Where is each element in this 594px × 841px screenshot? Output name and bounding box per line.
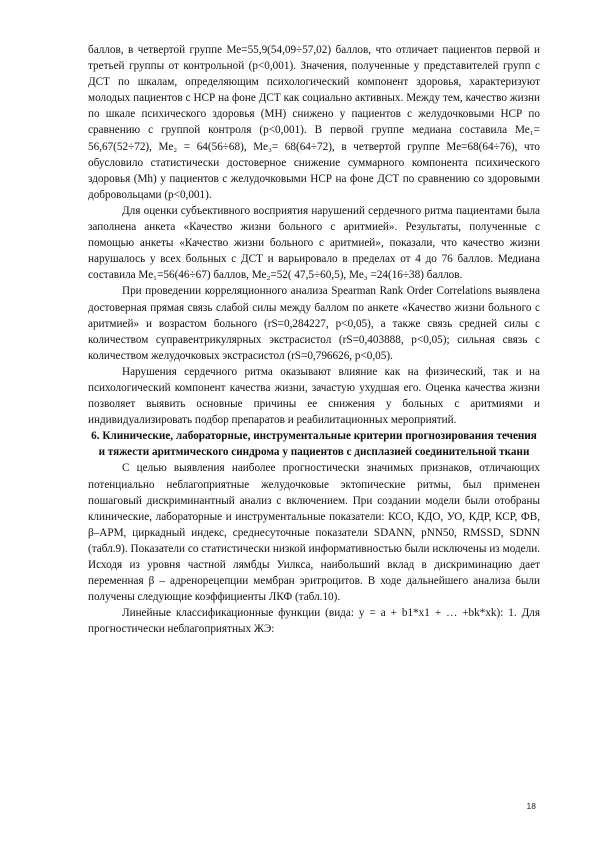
paragraph: Нарушения сердечного ритма оказывают влияние как на физический, так и на психологический компонент качества жизни, зачастую ухудшая его. Оценка качества жизни позволяет выявить основные причины ее снижения у больных с аритмиями и индивидуализировать подбор препаратов и реабилитационных мероприятий. — [88, 365, 540, 427]
page-body — [88, 42, 540, 637]
paragraph: Для оценки субъективного восприятия нарушений сердечного ритма пациентами была заполнена анкета «Качество жизни больного с аритмией». Результаты, полученные с помощью анкеты «Качество жизни больного с аритмией», показали, что качество жизни нарушалось у всех больных с ДСТ и варьировало в пределах от 4 до 76 баллов. Медиана составила Ме₁=56(46÷67) баллов, Ме₂=52( 47,5÷60,5), Ме₃ =24(16÷38) баллов. — [88, 204, 540, 282]
paragraph: С целью выявления наиболее прогностически значимых признаков, отличающих потенциально неблагоприятные желудочковые эктопические ритмы, был применен пошаговый дискриминантный анализ с включением. При создании модели были отобраны клинические, лабораторные и инструментальные показатели: КСО, КДО, УО, КДР, КСР, ФВ, β–АРМ, циркадный индекс, среднесуточные показатели SDANN, pNN50, RMSSD, SDNN (табл.9). Показатели со статистически низкой информативностью были исключены из модели. Исходя из уровня частной лямбды Уилкса, наибольший вклад в дискриминацию дает переменная β – адренорецепции мембран эритроцитов. В ходе дальнейшего анализа были получены следующие коэффициенты ЛКФ (табл.10). — [88, 462, 540, 604]
page-number: 18 — [526, 801, 536, 811]
paragraph: При проведении корреляционного анализа Spearman Rank Order Correlations выявлена достоверная прямая связь слабой силы между баллом по анкете «Качество жизни больного с аритмией» и возрастом больного (rS=0,284227, р<0,05), а также связь средней силы с количеством суправентрикулярных экстрасистол (rS=0,403888, р<0,05); сильная связь с количеством желудочковых экстрасистол (rS=0,796626, р<0,05). — [88, 285, 540, 362]
section-heading: 6. Клинические, лабораторные, инструментальные критерии прогнозирования течения и тяжести аритмического синдрома у пациентов с дисплазией соединительной ткани — [91, 430, 537, 459]
paragraph: баллов, в четвертой группе Ме=55,9(54,09÷57,02) баллов, что отличает пациентов первой и третьей группы от контрольной (р<0,001). Значения, полученные у представителей групп с ДСТ по шкалам, определяющим психологический компонент здоровья, характеризуют молодых пациентов с НСР на фоне ДСТ как социально активных. Между тем, качество жизни по шкале психического здоровья (МН) снижено у пациентов с желудочковыми НСР по сравнению с группой контроля (р<0,001). В первой группе медиана составила Ме₁= 56,67(52÷72), Ме₂ = 64(56÷68), Ме₃= 68(64÷72), в четвертой группе Ме=68(64÷76), что обусловило статистически достоверное снижение суммарного компонента психического здоровья (Mh) у пациентов с желудочковыми НСР на фоне ДСТ по сравнению со здоровыми добровольцами (р<0,001). — [88, 44, 540, 201]
paragraph: Линейные классификационные функции (вида: y = a + b1*x1 + … +bk*xk): 1. Для прогностически неблагоприятных ЖЭ: — [88, 607, 540, 636]
